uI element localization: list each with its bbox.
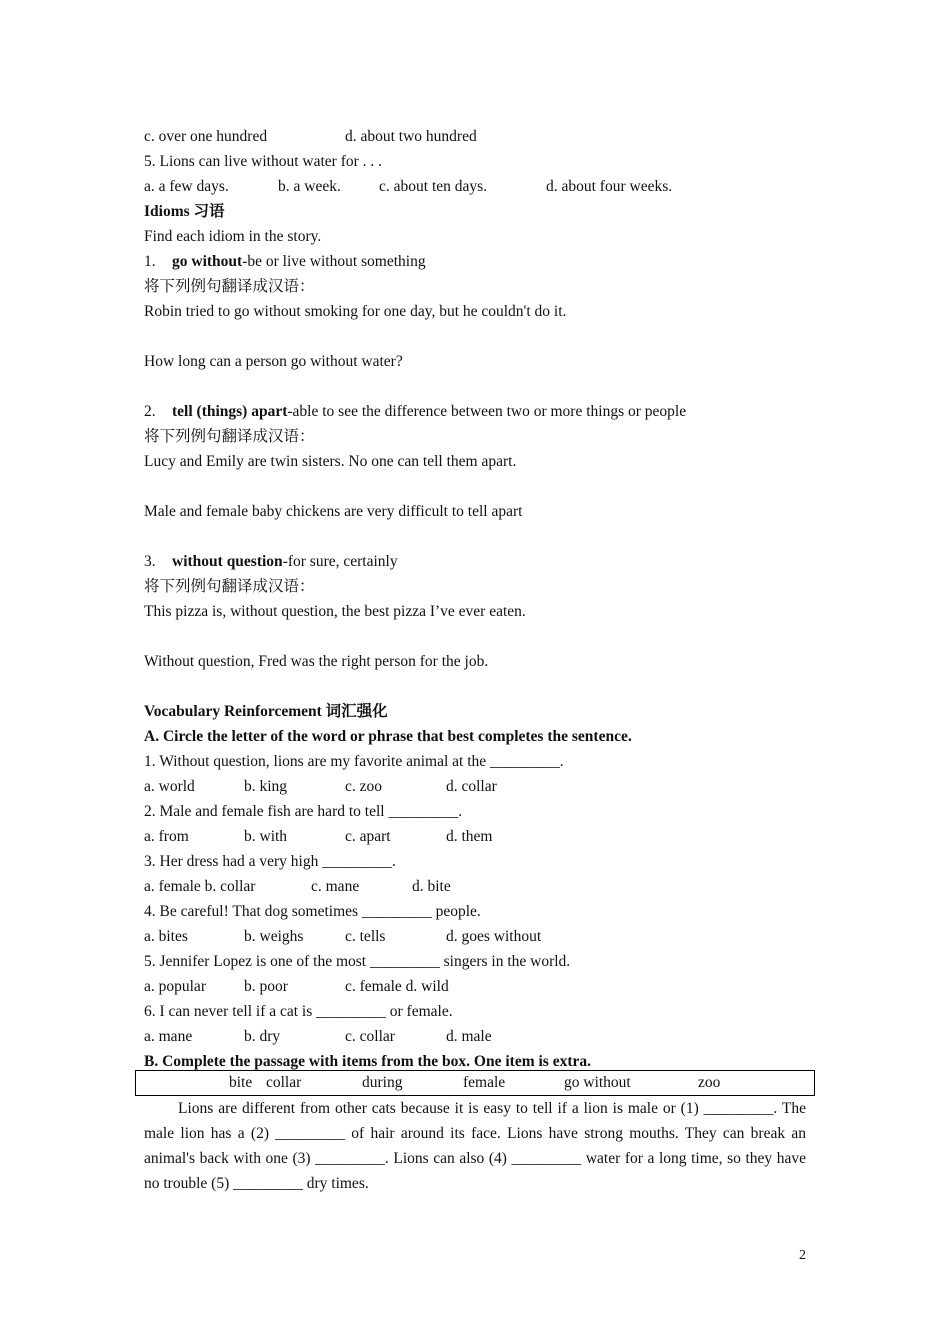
idioms-instruction: Find each idiom in the story. bbox=[144, 228, 322, 245]
word-box bbox=[135, 1070, 815, 1096]
vocab-question-5: 5. Jennifer Lopez is one of the most _________ singers in the world. bbox=[144, 953, 571, 970]
vocab-question-4: 4. Be careful! That dog sometimes _________ people. bbox=[144, 903, 481, 920]
option-a: a. a few days. bbox=[144, 178, 229, 195]
vocab-options-5: a. popular b. poor c. female d. wild bbox=[144, 978, 449, 995]
part-b-instruction: B. Complete the passage with items from the box. One item is extra. bbox=[144, 1053, 591, 1070]
vocab-options-1: a. world b. king c. zoo d. collar bbox=[144, 778, 497, 795]
vocab-question-2: 2. Male and female fish are hard to tell _________. bbox=[144, 803, 463, 820]
box-word: go without bbox=[564, 1074, 631, 1091]
box-word: bite bbox=[229, 1074, 253, 1091]
cloze-passage: Lions are different from other cats because it is easy to tell if a lion is male or (1) _________. The male lion has a (2) _________ of hair around its face. Lions have strong mouths. They can break an animal's back with one (3) _________. Lions can also (4) _________ water for a long time, so they have no trouble (5) _________ dry times. bbox=[144, 1100, 806, 1192]
idioms-heading: Idioms 习语 bbox=[144, 203, 225, 220]
example-sentence: How long can a person go without water? bbox=[144, 353, 403, 370]
idiom-def: -be or live without something bbox=[242, 253, 426, 270]
vocab-options-6: a. mane b. dry c. collar d. male bbox=[144, 1028, 492, 1045]
example-sentence: Lucy and Emily are twin sisters. No one can tell them apart. bbox=[144, 453, 517, 470]
option-d: d. about four weeks. bbox=[546, 178, 673, 195]
worksheet-page bbox=[144, 124, 808, 1074]
vocab-question-6: 6. I can never tell if a cat is _________ or female. bbox=[144, 1003, 453, 1020]
q4-options-rest bbox=[144, 124, 808, 149]
idiom-def: -for sure, certainly bbox=[282, 553, 398, 570]
box-word: collar bbox=[266, 1074, 302, 1091]
example-sentence: Robin tried to go without smoking for one day, but he couldn't do it. bbox=[144, 303, 567, 320]
box-word: zoo bbox=[698, 1074, 721, 1091]
idiom-term: tell (things) apart bbox=[172, 403, 288, 420]
page-number: 2 bbox=[799, 1248, 806, 1263]
option-d: d. about two hundred bbox=[345, 128, 477, 145]
vocab-question-3: 3. Her dress had a very high _________. bbox=[144, 853, 396, 870]
option-c: c. about ten days. bbox=[379, 178, 488, 195]
translate-prompt: 将下列例句翻译成汉语： bbox=[144, 278, 315, 295]
idiom-term: go without bbox=[172, 253, 243, 270]
example-sentence: Without question, Fred was the right person for the job. bbox=[144, 653, 489, 670]
idiom-term: without question bbox=[172, 553, 283, 570]
translate-prompt: 将下列例句翻译成汉语： bbox=[144, 428, 315, 445]
example-sentence: This pizza is, without question, the best pizza I’ve ever eaten. bbox=[144, 603, 526, 620]
translate-prompt: 将下列例句翻译成汉语： bbox=[144, 578, 315, 595]
idiom-def: -able to see the difference between two or more things or people bbox=[287, 403, 687, 420]
part-a-instruction: A. Circle the letter of the word or phrase that best completes the sentence. bbox=[144, 728, 632, 745]
option-b: b. a week. bbox=[278, 178, 341, 195]
idiom-1-definition: 1. go without-be or live without something bbox=[144, 253, 426, 270]
vocab-options-4: a. bites b. weighs c. tells d. goes without bbox=[144, 928, 542, 945]
option-c: c. over one hundred bbox=[144, 128, 268, 145]
vocab-options-2: a. from b. with c. apart d. them bbox=[144, 828, 493, 845]
idiom-3-definition: 3. without question-for sure, certainly bbox=[144, 553, 398, 570]
vocab-options-3: a. female b. collar c. mane d. bite bbox=[144, 878, 451, 895]
box-word: during bbox=[362, 1074, 403, 1091]
q5-question: 5. Lions can live without water for . . . bbox=[144, 153, 383, 170]
q5-options bbox=[144, 174, 808, 199]
box-word: female bbox=[463, 1074, 506, 1091]
example-sentence: Male and female baby chickens are very difficult to tell apart bbox=[144, 503, 523, 520]
vocab-question-1: 1. Without question, lions are my favorite animal at the _________. bbox=[144, 753, 564, 770]
idiom-2-definition: 2. tell (things) apart-able to see the difference between two or more things or people bbox=[144, 403, 687, 420]
vocab-heading: Vocabulary Reinforcement 词汇强化 bbox=[144, 703, 388, 720]
